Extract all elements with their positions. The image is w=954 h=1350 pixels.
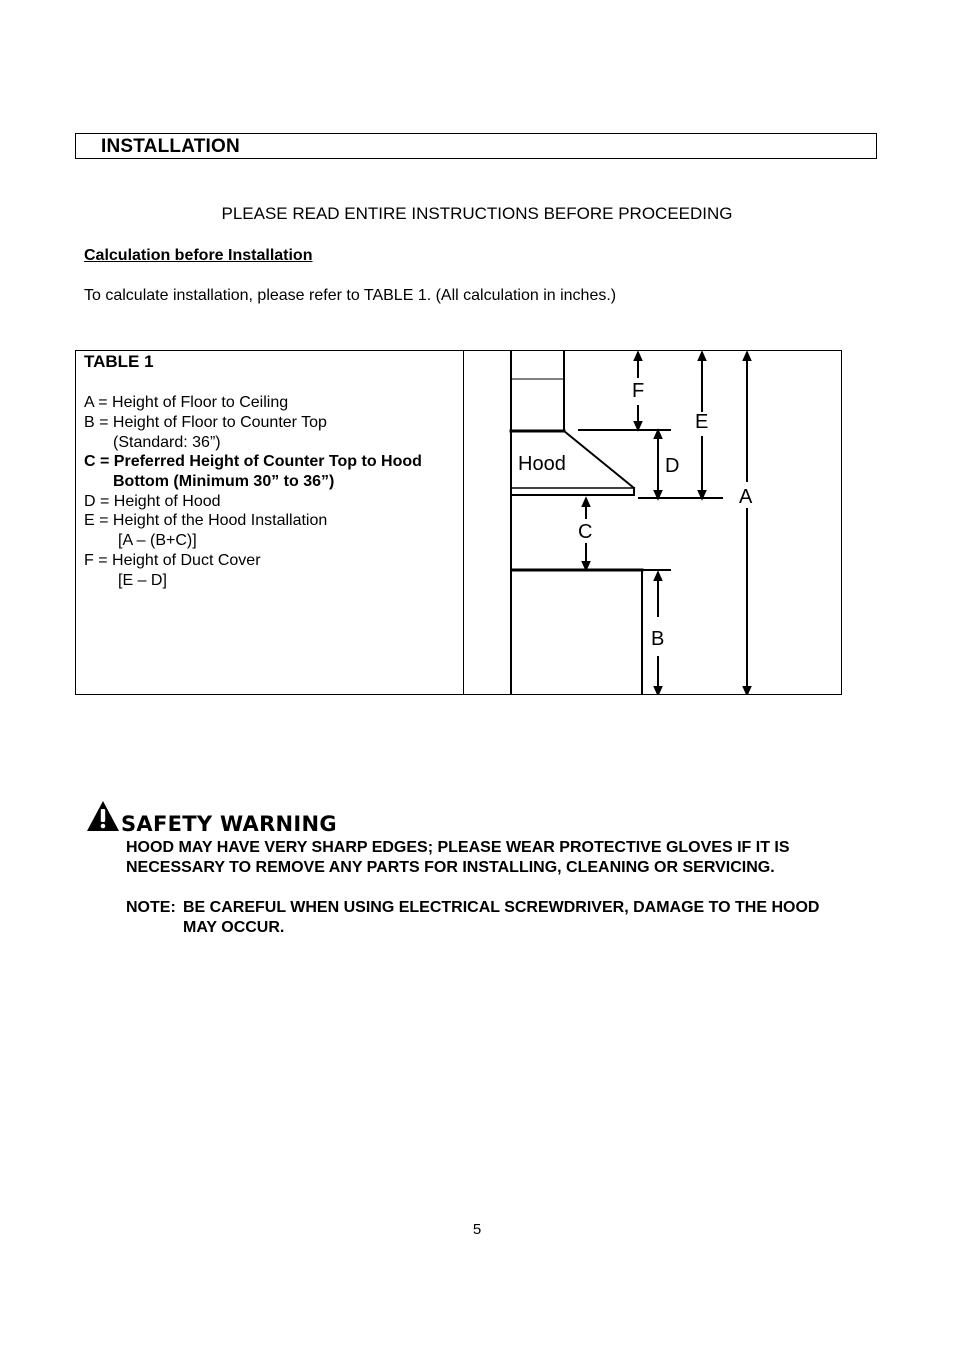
diagram-label-b: B	[651, 628, 665, 650]
diagram-label-d: D	[665, 455, 680, 477]
section-header-box	[75, 133, 877, 159]
safety-warning-title: SAFETY WARNING	[121, 812, 337, 836]
table-1	[75, 350, 842, 695]
duct-cover-shape	[511, 351, 564, 431]
definition-b-standard: (Standard: 36”)	[113, 434, 221, 451]
note-line-1: BE CAREFUL WHEN USING ELECTRICAL SCREWDRIVER, DAMAGE TO THE HOOD	[183, 899, 820, 916]
note-line-2: MAY OCCUR.	[183, 919, 285, 936]
definition-f-formula: [E – D]	[118, 572, 167, 589]
definition-e-formula: [A – (B+C)]	[118, 532, 197, 549]
diagram-hood-label: Hood	[518, 453, 566, 475]
read-instructions-note: PLEASE READ ENTIRE INSTRUCTIONS BEFORE PROCEEDING	[221, 204, 733, 223]
definition-f: F = Height of Duct Cover	[84, 552, 261, 569]
definition-d: D = Height of Hood	[84, 493, 221, 510]
hood-dimension-diagram	[464, 351, 841, 694]
counter-shape	[513, 570, 642, 694]
page-number: 5	[472, 1221, 482, 1238]
calculation-heading: Calculation before Installation	[84, 247, 313, 264]
definition-c-minimum: Bottom (Minimum 30” to 36”)	[113, 473, 335, 490]
definition-b: B = Height of Floor to Counter Top	[84, 414, 327, 431]
warning-line-2: NECESSARY TO REMOVE ANY PARTS FOR INSTALLING, CLEANING OR SERVICING.	[126, 859, 775, 876]
definition-a: A = Height of Floor to Ceiling	[84, 394, 289, 411]
diagram-label-a: A	[739, 486, 753, 508]
table-title: TABLE 1	[84, 352, 154, 371]
diagram-label-f: F	[632, 380, 645, 402]
warning-line-1: HOOD MAY HAVE VERY SHARP EDGES; PLEASE WEAR PROTECTIVE GLOVES IF IT IS	[126, 839, 790, 856]
definition-c: C = Preferred Height of Counter Top to Hood	[84, 453, 422, 470]
note-label: NOTE:	[126, 899, 176, 916]
diagram-label-c: C	[578, 521, 593, 543]
section-title: INSTALLATION	[101, 136, 240, 157]
definition-e: E = Height of the Hood Installation	[84, 512, 328, 529]
diagram-label-e: E	[695, 411, 709, 433]
calculation-intro: To calculate installation, please refer to TABLE 1. (All calculation in inches.)	[84, 287, 617, 304]
warning-triangle-icon	[86, 800, 120, 832]
